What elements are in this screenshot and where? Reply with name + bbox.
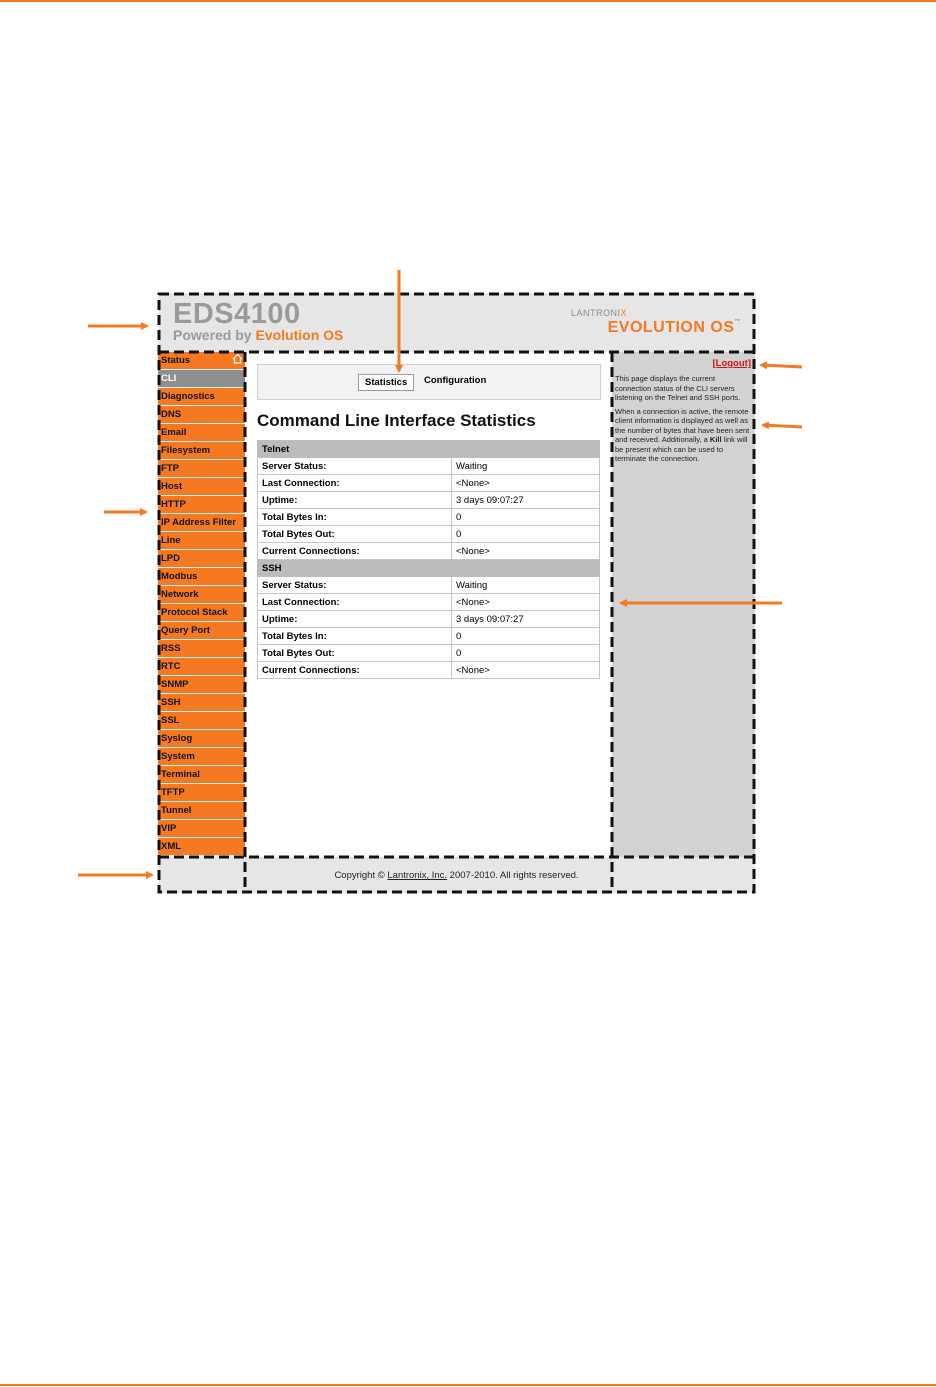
table-row <box>258 475 600 492</box>
table-row <box>258 509 600 526</box>
row-value: 3 days 09:07:27 <box>452 611 600 628</box>
logo-company-a: LANTRONI <box>571 308 621 318</box>
row-label: Current Connections: <box>258 543 452 560</box>
sidebar-item-label: Syslog <box>161 733 193 744</box>
row-label: Total Bytes Out: <box>258 645 452 662</box>
row-value: <None> <box>452 594 600 611</box>
row-label: Uptime: <box>258 611 452 628</box>
help-paragraph-2 <box>615 407 751 464</box>
sidebar-item-label: HTTP <box>161 499 186 510</box>
copyright-suffix: 2007-2010. All rights reserved. <box>447 870 579 881</box>
row-value: <None> <box>452 543 600 560</box>
sidebar-item-ip-address-filter[interactable] <box>158 514 245 531</box>
section-title: Telnet <box>258 441 600 458</box>
table-row <box>258 594 600 611</box>
table-row <box>258 645 600 662</box>
sidebar-item-http[interactable] <box>158 496 245 513</box>
statistics-table <box>257 440 600 679</box>
logo-os-text: EVOLUTION OS <box>607 319 735 336</box>
arrow-logout <box>761 365 802 367</box>
lantronix-logo <box>571 308 741 318</box>
sidebar-item-tftp[interactable] <box>158 784 245 801</box>
row-label: Server Status: <box>258 458 452 475</box>
sidebar-item-label: IP Address Filter <box>161 517 236 528</box>
evolution-os-logo <box>608 319 741 337</box>
row-value: 0 <box>452 526 600 543</box>
powered-by-prefix: Powered by <box>173 327 256 343</box>
top-rule <box>0 0 936 2</box>
sidebar-item-label: Diagnostics <box>161 391 215 402</box>
web-manager-window <box>158 293 755 893</box>
help-kill-term: Kill <box>709 435 722 444</box>
row-label: Current Connections: <box>258 662 452 679</box>
product-name: EDS4100 <box>173 298 301 330</box>
row-label: Last Connection: <box>258 475 452 492</box>
section-header <box>258 441 600 458</box>
main-content <box>245 352 612 857</box>
sidebar-item-label: Line <box>161 535 181 546</box>
table-row <box>258 492 600 509</box>
sidebar-item-network[interactable] <box>158 586 245 603</box>
sidebar-item-xml[interactable] <box>158 838 245 855</box>
sidebar-item-ssl[interactable] <box>158 712 245 729</box>
sidebar-item-modbus[interactable] <box>158 568 245 585</box>
sidebar-item-label: XML <box>161 841 182 852</box>
sidebar-item-label: DNS <box>161 409 182 420</box>
row-value: <None> <box>452 662 600 679</box>
sidebar-item-label: Tunnel <box>161 805 192 816</box>
copyright-text <box>158 870 755 881</box>
sidebar-item-vip[interactable] <box>158 820 245 837</box>
row-value: Waiting <box>452 577 600 594</box>
section-title: SSH <box>258 560 600 577</box>
table-row <box>258 543 600 560</box>
row-label: Last Connection: <box>258 594 452 611</box>
sidebar-item-label: VIP <box>161 823 177 834</box>
sidebar-item-terminal[interactable] <box>158 766 245 783</box>
row-value: Waiting <box>452 458 600 475</box>
row-value: 0 <box>452 509 600 526</box>
row-value: 3 days 09:07:27 <box>452 492 600 509</box>
row-label: Uptime: <box>258 492 452 509</box>
sidebar-item-label: Filesystem <box>161 445 211 456</box>
sidebar-item-label: SSH <box>161 697 181 708</box>
logo-trademark: ™ <box>734 319 741 325</box>
sidebar-item-label: SNMP <box>161 679 189 690</box>
table-row <box>258 628 600 645</box>
table-row <box>258 526 600 543</box>
footer <box>158 857 755 893</box>
tab-configuration[interactable]: Configuration <box>424 375 487 386</box>
table-row <box>258 577 600 594</box>
logout-link[interactable]: [Logout] <box>712 358 751 369</box>
sidebar-item-label: TFTP <box>161 787 185 798</box>
sidebar-item-tunnel[interactable] <box>158 802 245 819</box>
table-row <box>258 662 600 679</box>
row-value: 0 <box>452 645 600 662</box>
table-row <box>258 458 600 475</box>
powered-by <box>173 327 343 343</box>
sidebar-item-label: CLI <box>161 373 177 384</box>
home-icon[interactable] <box>232 353 243 370</box>
sidebar-item-label: Email <box>161 427 187 438</box>
sidebar-item-email[interactable] <box>158 424 245 441</box>
sidebar-item-label: RSS <box>161 643 181 654</box>
sidebar-item-ftp[interactable] <box>158 460 245 477</box>
sidebar-item-label: Terminal <box>161 769 200 780</box>
sidebar-item-system[interactable] <box>158 748 245 765</box>
sidebar-item-diagnostics[interactable] <box>158 388 245 405</box>
section-header <box>258 560 600 577</box>
sidebar-item-ssh[interactable] <box>158 694 245 711</box>
powered-by-brand: Evolution OS <box>255 327 344 343</box>
arrow-help <box>763 425 802 427</box>
sidebar-item-filesystem[interactable] <box>158 442 245 459</box>
copyright-prefix: Copyright © <box>334 870 388 881</box>
sidebar-item-label: SSL <box>161 715 180 726</box>
sidebar-item-protocol-stack[interactable] <box>158 604 245 621</box>
sidebar-item-rss[interactable] <box>158 640 245 657</box>
row-label: Total Bytes In: <box>258 628 452 645</box>
tab-statistics[interactable]: Statistics <box>358 374 414 391</box>
sidebar-item-label: LPD <box>161 553 180 564</box>
sidebar-item-cli[interactable] <box>158 370 245 387</box>
sidebar-item-rtc[interactable] <box>158 658 245 675</box>
logo-company-b: X <box>620 308 628 318</box>
row-label: Total Bytes Out: <box>258 526 452 543</box>
sidebar-menu <box>158 352 245 857</box>
sidebar-item-label: RTC <box>161 661 181 672</box>
row-label: Total Bytes In: <box>258 509 452 526</box>
sidebar-item-dns[interactable] <box>158 406 245 423</box>
sidebar-item-label: System <box>161 751 195 762</box>
sidebar-item-host[interactable] <box>158 478 245 495</box>
row-label: Server Status: <box>258 577 452 594</box>
bottom-rule <box>0 1384 936 1386</box>
sidebar-item-syslog[interactable] <box>158 730 245 747</box>
help-text <box>615 374 751 468</box>
help-paragraph-1: This page displays the current connection status of the CLI servers listening on the Telnet and SSH ports. <box>615 374 741 402</box>
sidebar-item-label: Status <box>161 355 191 366</box>
table-row <box>258 611 600 628</box>
sidebar-item-label: FTP <box>161 463 179 474</box>
sidebar-item-label: Protocol Stack <box>161 607 228 618</box>
sidebar-item-status[interactable] <box>158 352 245 369</box>
sidebar-item-label: Host <box>161 481 183 492</box>
company-link[interactable]: Lantronix, Inc. <box>387 870 448 881</box>
help-panel <box>612 352 755 857</box>
help-p2-end: link will be present which can be used to terminate the connection. <box>615 435 748 463</box>
help-p2-start: When a connection is active, the remote client information is displayed as well as the number of bytes that have been sent and received. Additionally, a <box>615 406 750 444</box>
sidebar-item-label: Network <box>161 589 199 600</box>
sidebar-item-lpd[interactable] <box>158 550 245 567</box>
sidebar-item-query-port[interactable] <box>158 622 245 639</box>
sidebar-item-snmp[interactable] <box>158 676 245 693</box>
sidebar-item-label: Query Port <box>161 625 211 636</box>
row-value: <None> <box>452 475 600 492</box>
row-value: 0 <box>452 628 600 645</box>
sidebar-item-line[interactable] <box>158 532 245 549</box>
header-banner <box>158 293 755 352</box>
tab-bar <box>257 364 601 400</box>
page-title: Command Line Interface Statistics <box>257 411 536 430</box>
sidebar-item-label: Modbus <box>161 571 198 582</box>
